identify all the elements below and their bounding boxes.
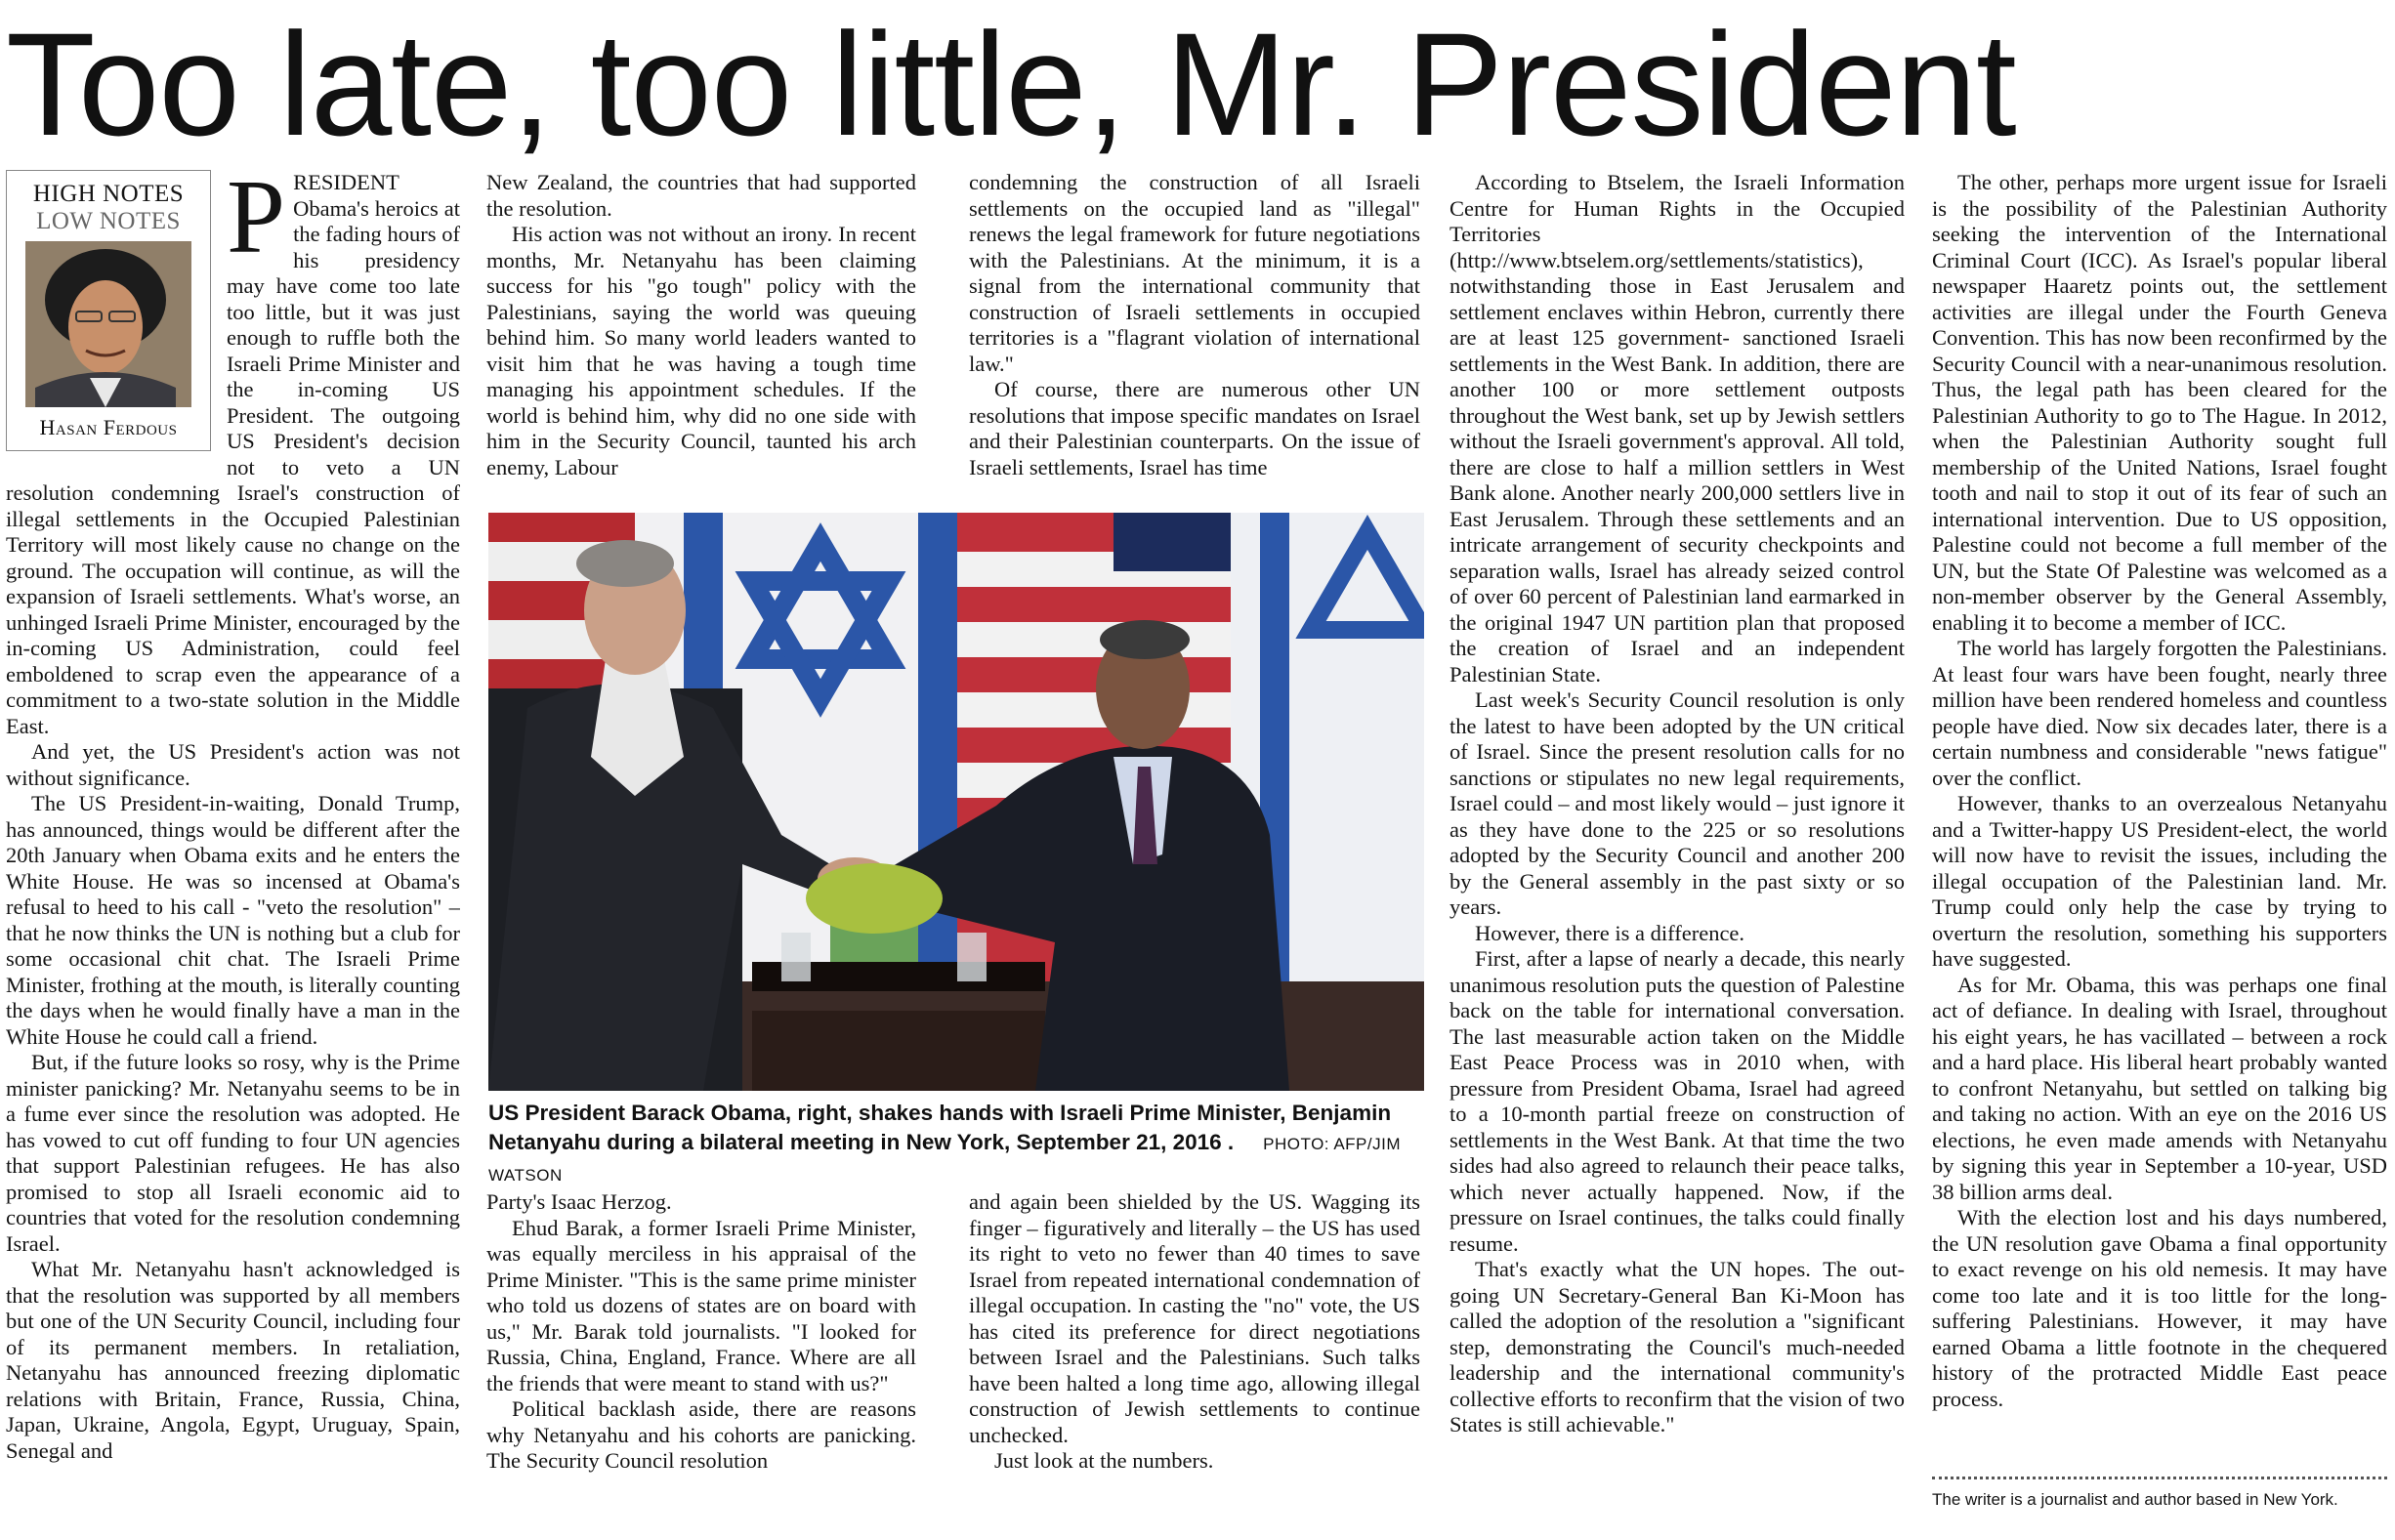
paragraph: condemning the construction of all Israeli settlements on the occupied land as "illegal" renews the legal framework for future negotiations with the Palestinians. At the minimum, it is a signal from the international community that construction of Israeli settlements in occupied territories is a "flagrant violation of international law." bbox=[969, 170, 1420, 376]
author-name: Hasan Ferdous bbox=[39, 415, 178, 439]
writer-note: The writer is a journalist and author based in New York. bbox=[1932, 1490, 2338, 1509]
paragraph: With the election lost and his days numbered, the UN resolution gave Obama a final opportunity to exact revenge on his old nemesis. It may have come too late and it is too little for the long-suffering Palestinians. However, it may have earned Obama a little footnote in the chequered history of the protracted Middle East peace process. bbox=[1932, 1205, 2387, 1411]
article-column-3-bottom bbox=[969, 1189, 1420, 1518]
headline: Too late, too little, Mr. President bbox=[6, 2, 2016, 166]
column-title-high: HIGH NOTES bbox=[32, 181, 185, 207]
paragraph-text: , notwithstanding those in East Jerusalem and settlement enclaves within Hebron, currently there are at least 125 government- sanctioned Israeli settlements in the West Bank. In addition, there are another 100 or more settlement outposts throughout the West bank, set up by Jewish settlers without the Israeli government's approval. All told, there are close to half a million settlers in West Bank alone. Another nearly 200,000 settlers live in East Jerusalem. Through these settlements and an intricate arrangement of security checkpoints and separation walls, Israel has already seized control of over 60 percent of Palestinian land earmarked in the original 1947 UN partition plan that proposed the creation of Israel and an independent Palestinian State. bbox=[1450, 247, 1905, 687]
paragraph: His action was not without an irony. In recent months, Mr. Netanyahu has been claiming success for his "go tough" policy with the Palestinians, saying the world was queuing behind him. So many world leaders wanted to visit him that he was having a tough time managing his appointment schedules. If the world is behind him, why did no one side with him in the Security Council, taunted his arch enemy, Labour bbox=[486, 222, 916, 479]
paragraph: That's exactly what the UN hopes. The out-going UN Secretary-General Ban Ki-Moon has called the adoption of the resolution a "significant step, demonstrating the Council's much-needed leadership and the international community's collective efforts to reconfirm that the vision of two States is still achievable." bbox=[1450, 1257, 1905, 1436]
paragraph: Last week's Security Council resolution is only the latest to have been adopted by the UN critical of Israel. Since the present resolution calls for no sanctions or stipulates no new legal requirements, Israel could – and most likely would – just ignore it as they have done to the 225 or so resolutions adopted by the Security Council and another 200 by the General assembly in the past sixty or so years. bbox=[1450, 687, 1905, 919]
article-column-1 bbox=[6, 170, 460, 1518]
paragraph: The US President-in-waiting, Donald Trump, has announced, things would be different after the 20th January when Obama exits and he enters the White House. He was so incensed at Obama's refusal to heed to his call - "veto the resolution" – that he now thinks the UN is nothing but a club for some occasional chit chat. The Israeli Prime Minister, frothing at the mouth, is literally counting the days when he would finally have a man in the White House he could call a friend. bbox=[6, 791, 460, 1049]
paragraph: But, if the future looks so rosy, why is the Prime minister panicking? Mr. Netanyahu seems to be in a fume ever since the resolution was adopted. He has vowed to cut off funding to four UN agencies that support Palestinian refugees. He has also promised to stop all Israeli economic aid to countries that voted for the resolution condemning Israel. bbox=[6, 1050, 460, 1256]
lead-text: RESIDENT Obama's heroics at the fading hours of his presidency may have come too late too little, but it was just enough to ruffle both the Israeli Prime Minister and the in-coming US President. The outgoing US President's decision not to veto a UN resolution condemning Israel's construction of illegal settlements in the Occupied Palestinian Territory will most likely cause no change on the ground. The occupation will continue, as will the expansion of Israeli settlements. What's worse, an unhinged Israeli Prime Minister, encouraged by the in-coming US Administration, could feel emboldened to scrap even the appearance of a commitment to a two-state solution in the Middle East. bbox=[6, 170, 460, 738]
paragraph: Of course, there are numerous other UN resolutions that impose specific mandates on Israel and their Palestinian counterparts. On the issue of Israeli settlements, Israel has time bbox=[969, 377, 1420, 479]
paragraph: Ehud Barak, a former Israeli Prime Minister, was equally merciless in his appraisal of the Prime Minister. "This is the same prime minister who told us dozens of states are on board with us," Mr. Barak told journalists. "I looked for Russia, China, England, France. Where are all the friends that were meant to stand with us?" bbox=[486, 1215, 916, 1395]
paragraph: However, there is a difference. bbox=[1475, 920, 1745, 945]
news-photo bbox=[488, 513, 1424, 1091]
footnote-divider bbox=[1932, 1477, 2387, 1479]
author-box-spacer bbox=[6, 170, 227, 455]
paragraph: However, thanks to an overzealous Netanyahu and a Twitter-happy US President-elect, the world will now have to revisit the issues, including the illegal occupation of the Palestinian land. Mr. Trump could only help the case by trying to overturn the resolution, something his supporters have suggested. bbox=[1932, 791, 2387, 971]
paragraph: As for Mr. Obama, this was perhaps one final act of defiance. In dealing with Israel, throughout his eight years, he has vacillated – between a rock and a hard place. His liberal heart probably wanted to confront Netanyahu, but settled on talking big and taking no action. With an eye on the 2016 US elections, he even made amends with Netanyahu by signing this year in September a 10-year, USD 38 billion arms deal. bbox=[1932, 972, 2387, 1204]
paragraph: The world has largely forgotten the Palestinians. At least four wars have been fought, nearly three million have been rendered homeless and countless people have died. Now six decades later, there is a certain numbness and considerable "news fatigue" over the conflict. bbox=[1932, 636, 2387, 790]
paragraph: And yet, the US President's action was not without significance. bbox=[6, 739, 460, 790]
btselem-url: (http://www.btselem.org/settlements/statistics) bbox=[1450, 247, 1859, 272]
article-column-2-top bbox=[486, 170, 916, 492]
paragraph: Just look at the numbers. bbox=[994, 1448, 1214, 1473]
caption-text: US President Barack Obama, right, shakes hands with Israeli Prime Minister, Benjamin Netanyahu during a bilateral meeting in New York, September 21, 2016 . bbox=[488, 1101, 1392, 1154]
paragraph: The other, perhaps more urgent issue for Israeli is the possibility of the Palestinian Authority seeking the intervention of the International Criminal Court (ICC). As Israel's popular liberal newspaper Haaretz points out, the settlement activities are illegal under the Fourth Geneva Convention. This has now been reconfirmed by the Security Council with a near-unanimous resolution. Thus, the legal path has been cleared for the Palestinian Authority to go to The Hague. In 2012, when the Palestinian Authority sought full membership of the United Nations, Israel fought tooth and nail to stop it out of its fear of such an international intervention. Due to US opposition, Palestine could not become a full member of the UN, but the State Of Palestine was welcomed as a non-member observer by the General Assembly, enabling it to become a member of ICC. bbox=[1932, 170, 2387, 635]
article-column-4 bbox=[1450, 170, 1905, 1518]
paragraph: and again been shielded by the US. Wagging its finger – figuratively and literally – the US has used its right to veto no fewer than 40 times to save Israel from repeated international condemnation of illegal occupation. In casting the "no" vote, the US has cited its preference for direct negotiations between Israel and the Palestinians. Such talks have been halted a long time ago, allowing illegal construction of Jewish settlements to continue unchecked. bbox=[969, 1189, 1420, 1447]
article-column-5 bbox=[1932, 170, 2387, 1469]
article-column-3-top bbox=[969, 170, 1420, 492]
paragraph-text: According to Btselem, the Israeli Information Centre for Human Rights in the Occupied Territories bbox=[1450, 170, 1905, 246]
paragraph: First, after a lapse of nearly a decade, this nearly unanimous resolution puts the question of Palestine back on the table for international conversation. The last measurable action taken on the Middle East Peace Process was in 2010 when, with pressure from President Obama, Israel had agreed to a 10-month partial freeze on construction of settlements in the West Bank. At that time the two sides had also agreed to relaunch their peace talks, which never actually happened. Now, if the pressure on Israel continues, the talks could finally resume. bbox=[1450, 946, 1905, 1256]
column-title-low: LOW NOTES bbox=[36, 208, 181, 234]
paragraph: What Mr. Netanyahu hasn't acknowledged is that the resolution was supported by all members but one of the UN Security Council, including four of its permanent members. In retaliation, Netanyahu has announced freezing diplomatic relations with Britain, France, Russia, China, Japan, Ukraine, Angola, Egypt, Uruguay, Spain, Senegal and bbox=[6, 1257, 460, 1463]
photo-credit: PHOTO: AFP/JIM WATSON bbox=[488, 1135, 1401, 1185]
article-column-2-bottom bbox=[486, 1189, 916, 1518]
paragraph bbox=[1450, 170, 1905, 687]
paragraph: Party's Isaac Herzog. bbox=[486, 1189, 672, 1214]
drop-cap: P bbox=[227, 170, 286, 275]
paragraph: New Zealand, the countries that had supported the resolution. bbox=[486, 170, 916, 221]
photo-caption bbox=[488, 1099, 1426, 1185]
paragraph: Political backlash aside, there are reasons why Netanyahu and his cohorts are panicking. The Security Council resolution bbox=[486, 1396, 916, 1473]
